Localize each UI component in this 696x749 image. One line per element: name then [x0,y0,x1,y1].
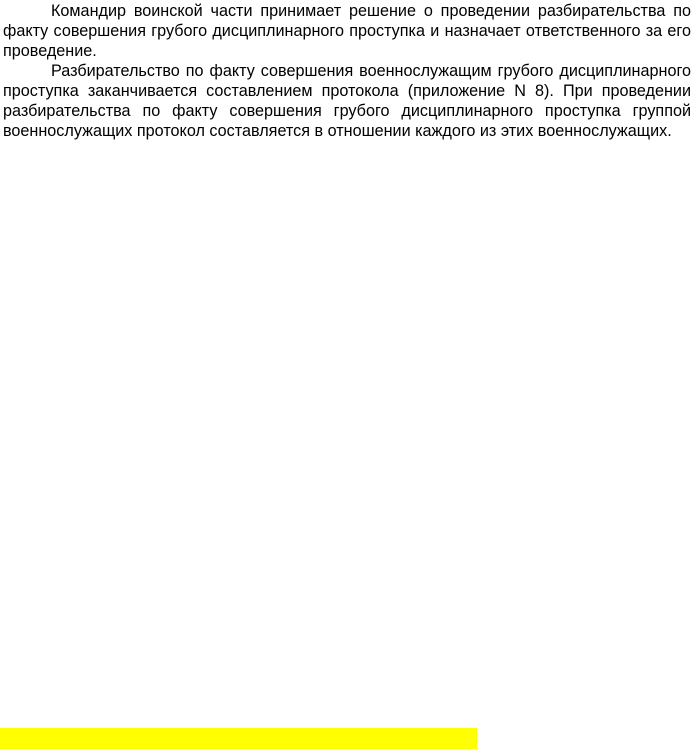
yellow-highlight-bar [0,728,477,749]
paragraph-protocol: Разбирательство по факту совершения военнослужащим грубого дисциплинарного проступка заканчивается составлением протокола (приложение N 8). При проведении разбирательства по факту совершения грубого дисциплинарного проступка группой военнослужащих протокол составляется в отношении каждого из этих военнослужащих. [3,62,691,140]
document-body [3,1,691,141]
paragraph-decision: Командир воинской части принимает решение о проведении разбирательства по факту совершения грубого дисциплинарного проступка и назначает ответственного за его проведение. [3,2,691,60]
